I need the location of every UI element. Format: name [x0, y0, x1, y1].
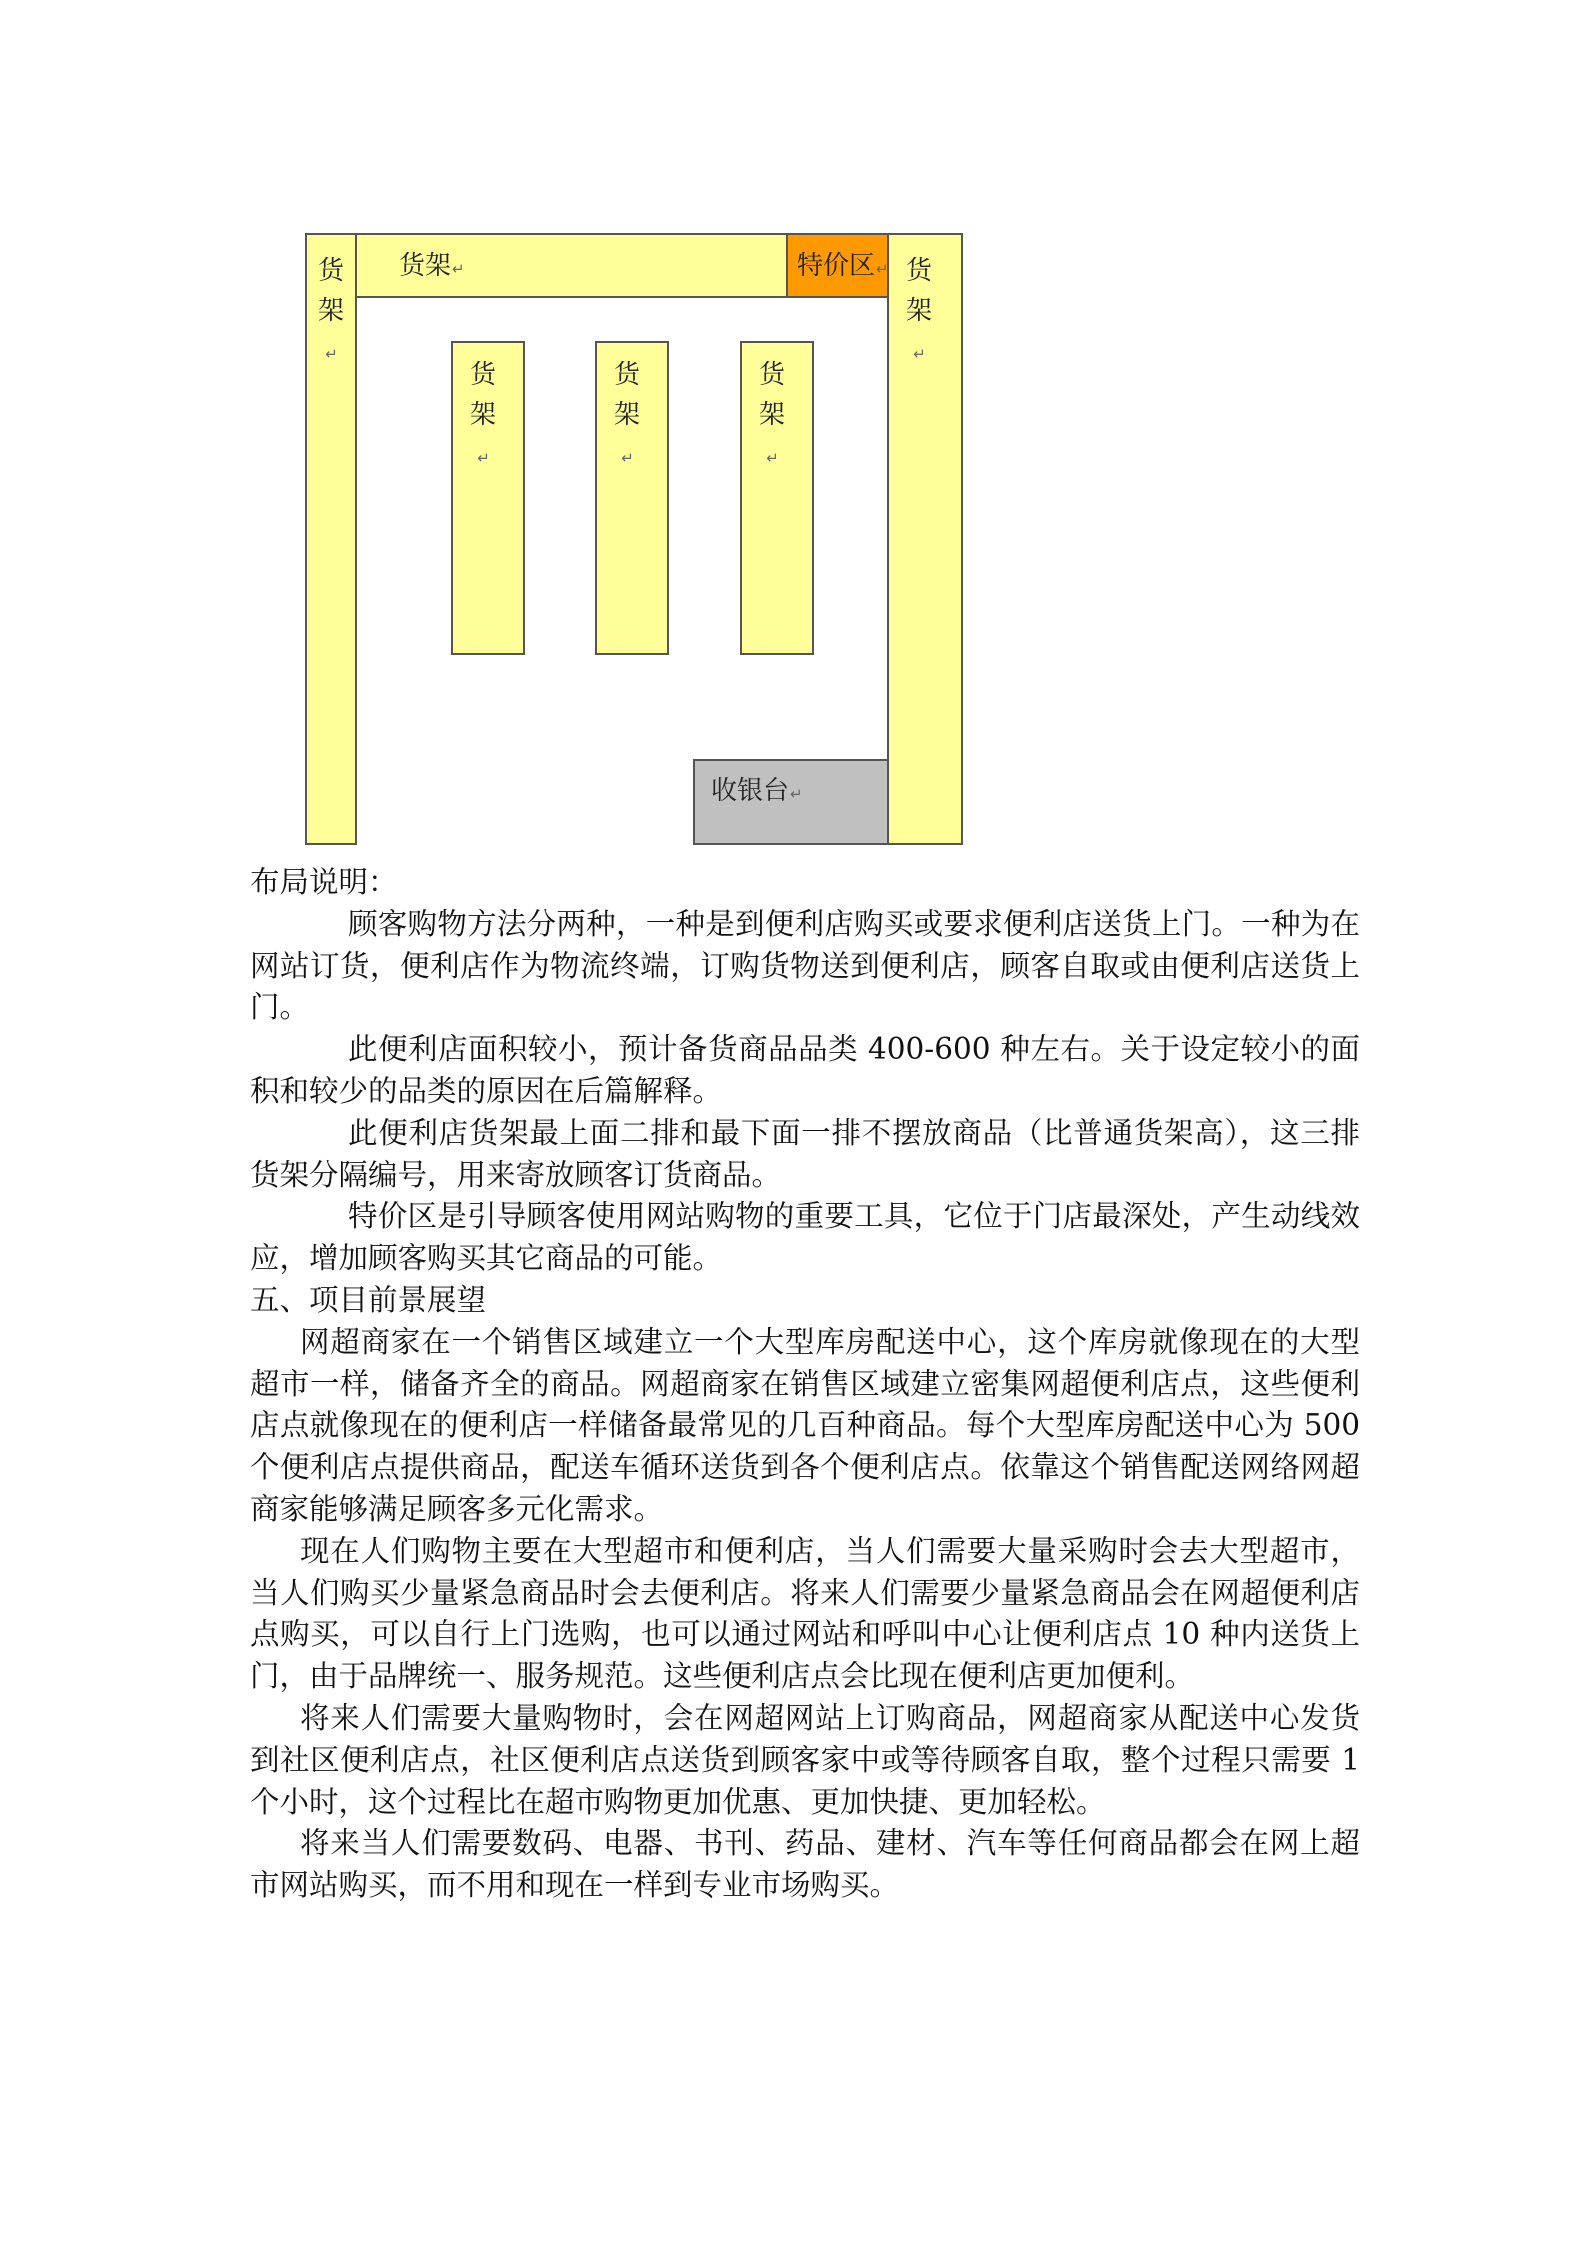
right-shelf-label-wrap: [905, 251, 933, 374]
left-shelf-label: 货架: [317, 256, 344, 326]
paragraph-mark: ↵: [325, 345, 338, 363]
paragraph-current-shopping: 现在人们购物主要在大型超市和便利店，当人们需要大量采购时会去大型超市，当人们购买少量紧急商品时会去便利店。将来人们需要少量紧急商品会在网超便利店点购买，可以自行上门选购，也可以通过网站和呼叫中心让便利店点 10 种内送货上门，由于品牌统一、服务规范。这些便利店点会比现在便利店更加便利。: [250, 1533, 1360, 1694]
layout-heading: 布局说明：: [250, 865, 398, 899]
paragraph-shelf-usage: 此便利店货架最上面二排和最下面一排不摆放商品（比普通货架高），这三排货架分隔编号，用来寄放顾客订货商品。: [250, 1115, 1360, 1192]
special-zone-label-wrap: [797, 253, 889, 279]
paragraph-future-shopping: 将来当人们需要数码、电器、书刊、药品、建材、汽车等任何商品都会在网上超市网站购买，而不用和现在一样到专业市场购买。: [250, 1826, 1360, 1903]
middle-shelf-2-label: 货架: [613, 360, 640, 430]
middle-shelf-3-label-wrap: [758, 355, 786, 478]
middle-shelf-3-label: 货架: [758, 360, 785, 430]
middle-shelf-1-label-wrap: [469, 355, 497, 478]
paragraph-mark: ↵: [452, 260, 465, 278]
left-shelf-label-wrap: [317, 251, 345, 374]
special-zone-label: 特价区: [797, 251, 876, 281]
paragraph-mark: ↵: [621, 449, 634, 467]
paragraph-distribution-network: 网超商家在一个销售区域建立一个大型库房配送中心，这个库房就像现在的大型超市一样，储备齐全的商品。网超商家在销售区域建立密集网超便利店点，这些便利店点就像现在的便利店一样储备最常见的几百种商品。每个大型库房配送中心为 500 个便利店点提供商品，配送车循环送货到各个便利店点。依靠这个销售配送网络网超商家能够满足顾客多元化需求。: [250, 1324, 1360, 1526]
section-heading: 五、项目前景展望: [250, 1282, 487, 1317]
cashier-label-wrap: [711, 778, 803, 804]
paragraph-shopping-methods: 顾客购物方法分两种，一种是到便利店购买或要求便利店送货上门。一种为在网站订货，便利店作为物流终端，订购货物送到便利店，顾客自取或由便利店送货上门。: [250, 906, 1360, 1025]
paragraph-mark: ↵: [766, 449, 779, 467]
paragraph-mark: ↵: [876, 260, 889, 278]
top-shelf-label: 货架: [399, 251, 452, 281]
paragraph-special-zone: 特价区是引导顾客使用网站购物的重要工具，它位于门店最深处，产生动线效应，增加顾客购买其它商品的可能。: [250, 1199, 1360, 1276]
store-floor-plan: [305, 233, 965, 845]
paragraph-bulk-shopping: 将来人们需要大量购物时，会在网超网站上订购商品，网超商家从配送中心发货到社区便利店点，社区便利店点送货到顾客家中或等待顾客自取，整个过程只需要 1 个小时，这个过程比在超市购物更加优惠、更加快捷、更加轻松。: [250, 1700, 1360, 1819]
middle-shelf-1-label: 货架: [469, 360, 496, 430]
right-shelf-label: 货架: [905, 256, 932, 326]
top-shelf-label-wrap: [399, 253, 465, 279]
document-body: [250, 862, 1360, 1907]
cashier-label: 收银台: [711, 776, 790, 806]
middle-shelf-2-label-wrap: [613, 355, 641, 478]
paragraph-store-size: 此便利店面积较小，预计备货商品品类 400-600 种左右。关于设定较小的面积和较少的品类的原因在后篇解释。: [250, 1032, 1360, 1108]
paragraph-mark: ↵: [477, 449, 490, 467]
paragraph-mark: ↵: [913, 345, 926, 363]
paragraph-mark: ↵: [790, 785, 803, 803]
